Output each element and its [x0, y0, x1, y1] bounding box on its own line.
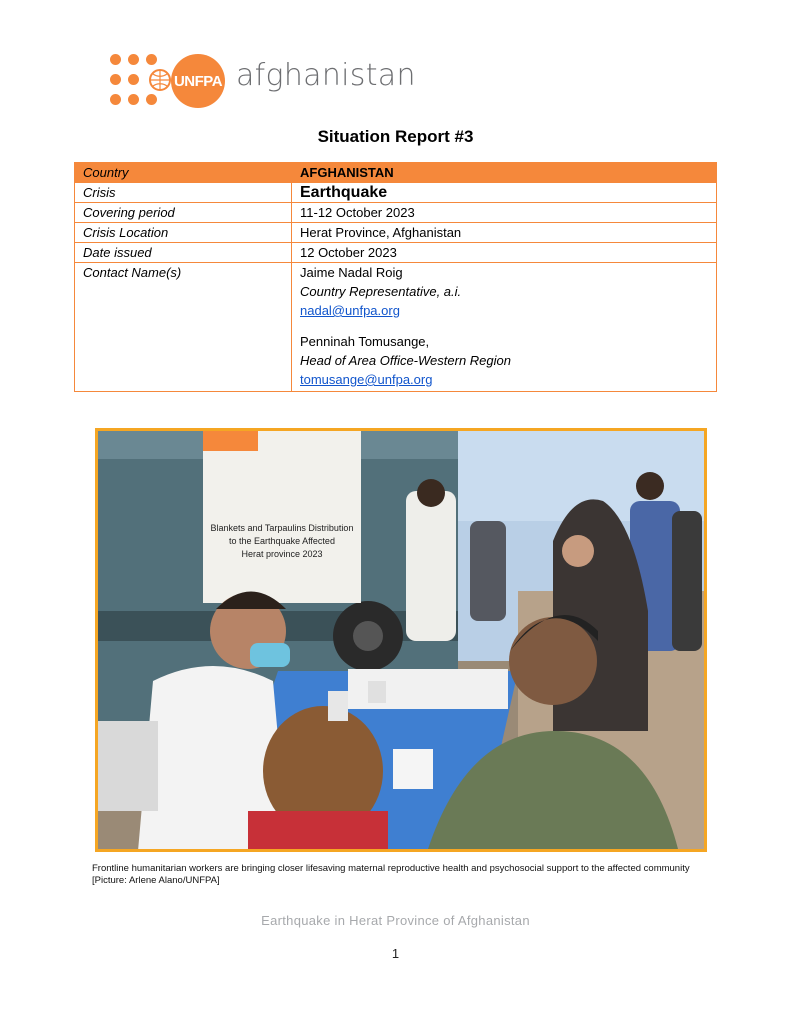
- logo-country-word: afghanistan: [236, 58, 416, 93]
- photo-caption: Frontline humanitarian workers are bringing closer lifesaving maternal reproductive health and psychosocial support to the affected community [Picture: Arlene Alano/UNFPA]: [92, 863, 690, 886]
- page-number: 1: [391, 946, 400, 961]
- contact-1-role: Country Representative, a.i.: [300, 284, 462, 299]
- table-row-country: [75, 163, 717, 183]
- contact-2-email-link[interactable]: tomusange@unfpa.org: [300, 372, 433, 387]
- table-row-crisis: [75, 183, 717, 203]
- period-value: 11-12 October 2023: [292, 203, 717, 223]
- page-footer: Earthquake in Herat Province of Afghanistan: [261, 913, 530, 928]
- table-row-date: [75, 243, 717, 263]
- location-value: Herat Province, Afghanistan: [292, 223, 717, 243]
- report-photo: [95, 428, 707, 852]
- photo-illustration: [98, 431, 704, 849]
- date-label: Date issued: [75, 243, 292, 263]
- country-label: Country: [75, 163, 292, 183]
- info-table: [74, 162, 717, 392]
- date-value: 12 October 2023: [292, 243, 717, 263]
- table-row-contacts: [75, 263, 717, 392]
- contact-values: [292, 263, 717, 392]
- crisis-label: Crisis: [75, 183, 292, 203]
- crisis-value: Earthquake: [300, 184, 388, 201]
- contact-2-role: Head of Area Office-Western Region: [300, 353, 511, 368]
- banner-line-3: Herat province 2023: [241, 549, 323, 559]
- period-label: Covering period: [75, 203, 292, 223]
- contact-1-email-link[interactable]: nadal@unfpa.org: [300, 303, 400, 318]
- report-title: Situation Report #3: [317, 127, 474, 146]
- unfpa-wordmark: UNFPA: [171, 54, 225, 108]
- contact-1-name: Jaime Nadal Roig: [300, 265, 403, 280]
- contact-2-name: Penninah Tomusange,: [300, 334, 430, 349]
- contact-label: Contact Name(s): [75, 263, 292, 392]
- banner-line-2: to the Earthquake Affected: [229, 536, 335, 546]
- location-label: Crisis Location: [75, 223, 292, 243]
- table-row-location: [75, 223, 717, 243]
- country-value: AFGHANISTAN: [292, 163, 717, 183]
- un-emblem-icon: [148, 68, 172, 92]
- crisis-value-cell: [292, 183, 717, 203]
- table-row-period: [75, 203, 717, 223]
- banner-line-1: Blankets and Tarpaulins Distribution: [210, 523, 354, 533]
